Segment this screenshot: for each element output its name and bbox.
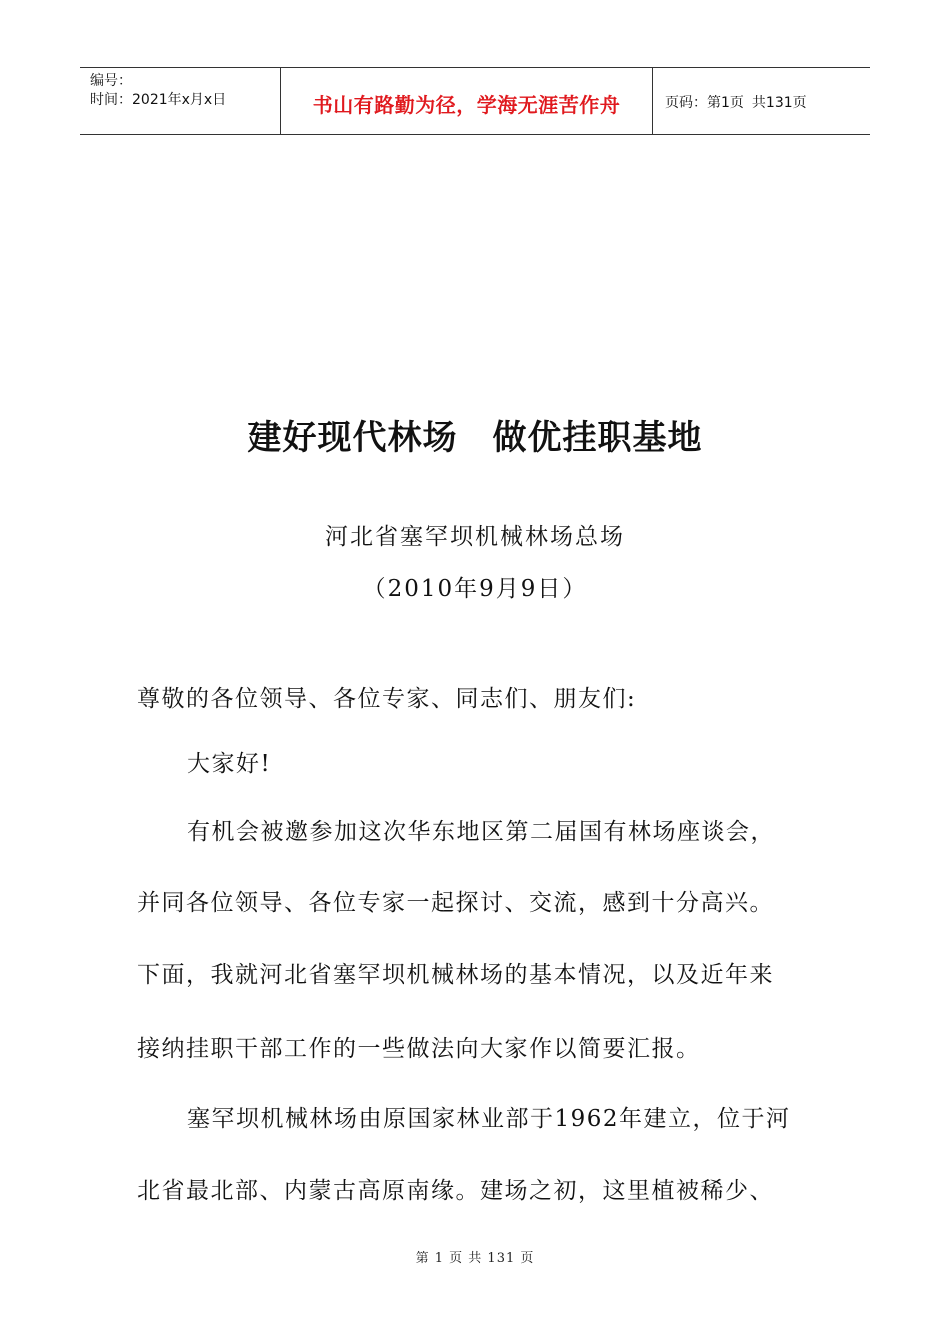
- document-organization: 河北省塞罕坝机械林场总场: [325, 524, 625, 550]
- page-footer: 第 1 页 共 131 页: [415, 1251, 535, 1266]
- paragraph-line: 下面，我就河北省塞罕坝机械林场的基本情况，以及近年来: [137, 962, 774, 988]
- salutation-line: 尊敬的各位领导、各位专家、同志们、朋友们:: [137, 686, 637, 712]
- header-meta-cell: [80, 68, 281, 134]
- document-date: （2010年9月9日）: [362, 576, 588, 602]
- greeting-line: 大家好!: [187, 751, 272, 777]
- header-time-label: 时间：2021年x月x日: [90, 92, 227, 108]
- paragraph-line: 并同各位领导、各位专家一起探讨、交流，感到十分高兴。: [137, 890, 774, 916]
- header-number-label: 编号：: [90, 73, 132, 89]
- header-page-cell: [653, 68, 870, 134]
- paragraph-line: 有机会被邀参加这次华东地区第二届国有林场座谈会，: [187, 819, 775, 845]
- header-page-label: 页码：第1页: [665, 95, 744, 111]
- paragraph-line: 接纳挂职干部工作的一些做法向大家作以简要汇报。: [137, 1036, 701, 1062]
- document-header: [80, 67, 870, 135]
- paragraph-line: 塞罕坝机械林场由原国家林业部于1962年建立，位于河: [187, 1106, 791, 1132]
- document-title: 建好现代林场 做优挂职基地: [247, 418, 703, 458]
- paragraph-line: 北省最北部、内蒙古高原南缘。建场之初，这里植被稀少、: [137, 1178, 774, 1204]
- header-motto: 书山有路勤为径，学海无涯苦作舟: [281, 68, 653, 134]
- header-total-label: 共131页: [751, 95, 807, 111]
